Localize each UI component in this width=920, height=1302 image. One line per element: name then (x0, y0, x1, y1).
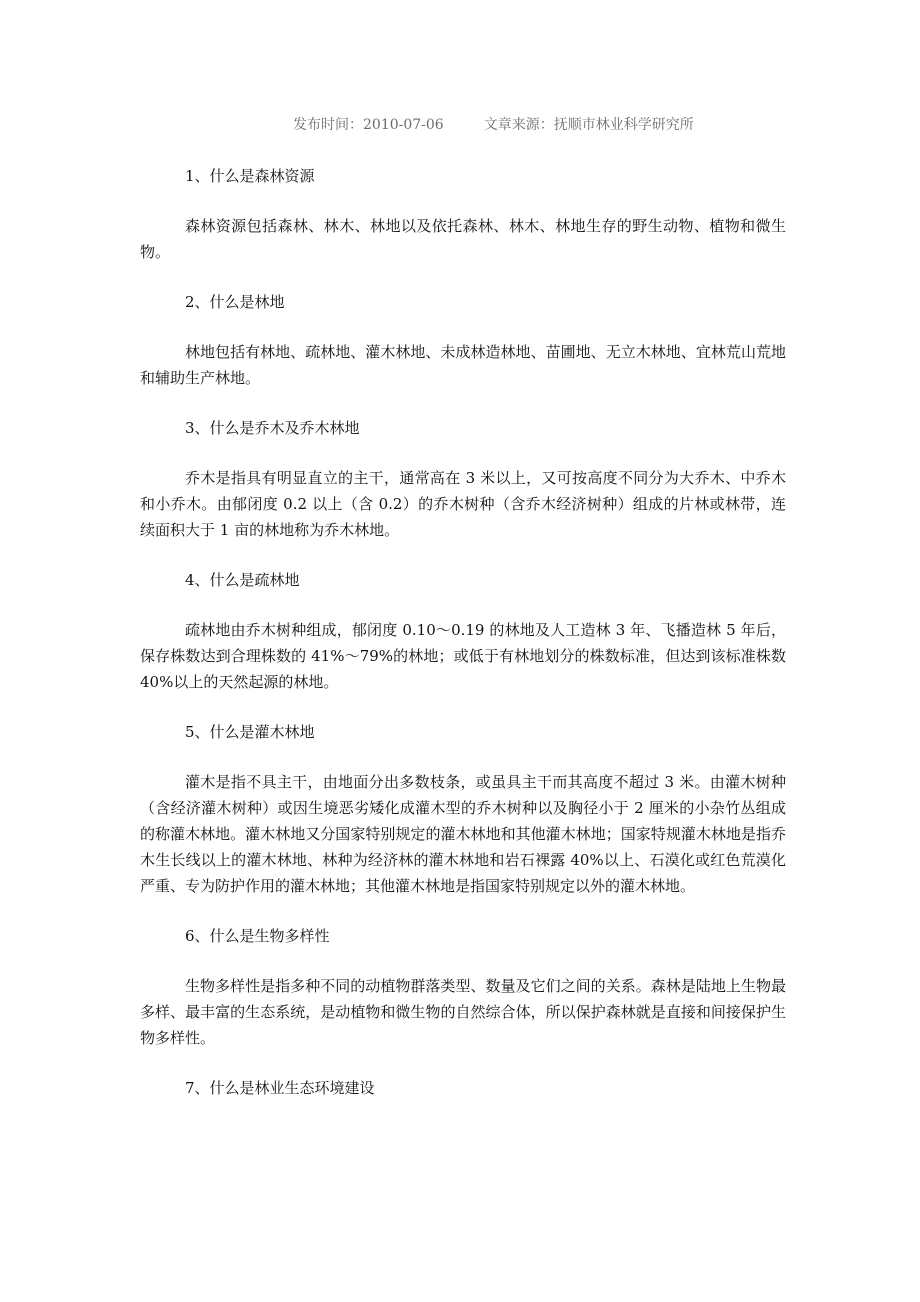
answer-paragraph: 乔木是指具有明显直立的主干，通常高在 3 米以上，又可按高度不同分为大乔木、中乔木和小乔木。由郁闭度 0.2 以上（含 0.2）的乔木树种（含乔木经济树种）组成的片林或林带，连续面积大于 1 亩的林地称为乔木林地。 (140, 469, 786, 539)
article-meta (293, 114, 694, 134)
answer-paragraph: 灌木是指不具主干，由地面分出多数枝条，或虽具主干而其高度不超过 3 米。由灌木树种（含经济灌木树种）或因生境恶劣矮化成灌木型的乔木树种以及胸径小于 2 厘米的小杂竹丛组成的称灌木林地。灌木林地又分国家特别规定的灌木林地和其他灌木林地；国家特规灌木林地是指乔木生长线以上的灌木林地、林种为经济林的灌木林地和岩石裸露 40%以上、石漠化或红色荒漠化严重、专为防护作用的灌木林地；其他灌木林地是指国家特别规定以外的灌木林地。 (140, 773, 786, 895)
answer-paragraph: 生物多样性是指多种不同的动植物群落类型、数量及它们之间的关系。森林是陆地上生物最多样、最丰富的生态系统，是动植物和微生物的自然综合体，所以保护森林就是直接和间接保护生物多样性。 (140, 977, 786, 1047)
question-heading: 5、什么是灌木林地 (185, 723, 315, 741)
article-body (140, 163, 786, 1125)
article-source: 文章来源：抚顺市林业科学研究所 (483, 117, 694, 133)
question-heading: 2、什么是林地 (185, 293, 285, 311)
question-heading: 3、什么是乔木及乔木林地 (185, 419, 360, 437)
publish-time: 发布时间：2010-07-06 (293, 117, 444, 133)
answer-paragraph: 林地包括有林地、疏林地、灌木林地、未成林造林地、苗圃地、无立木林地、宜林荒山荒地和辅助生产林地。 (140, 343, 786, 387)
answer-paragraph: 疏林地由乔木树种组成，郁闭度 0.10～0.19 的林地及人工造林 3 年、飞播造林 5 年后，保存株数达到合理株数的 41%～79%的林地；或低于有林地划分的株数标准，但达到该标准株数 40%以上的天然起源的林地。 (140, 621, 786, 691)
question-heading: 6、什么是生物多样性 (185, 927, 330, 945)
question-heading: 1、什么是森林资源 (185, 167, 315, 185)
answer-paragraph: 森林资源包括森林、林木、林地以及依托森林、林木、林地生存的野生动物、植物和微生物。 (140, 217, 786, 261)
question-heading: 4、什么是疏林地 (185, 571, 300, 589)
question-heading: 7、什么是林业生态环境建设 (185, 1079, 375, 1097)
